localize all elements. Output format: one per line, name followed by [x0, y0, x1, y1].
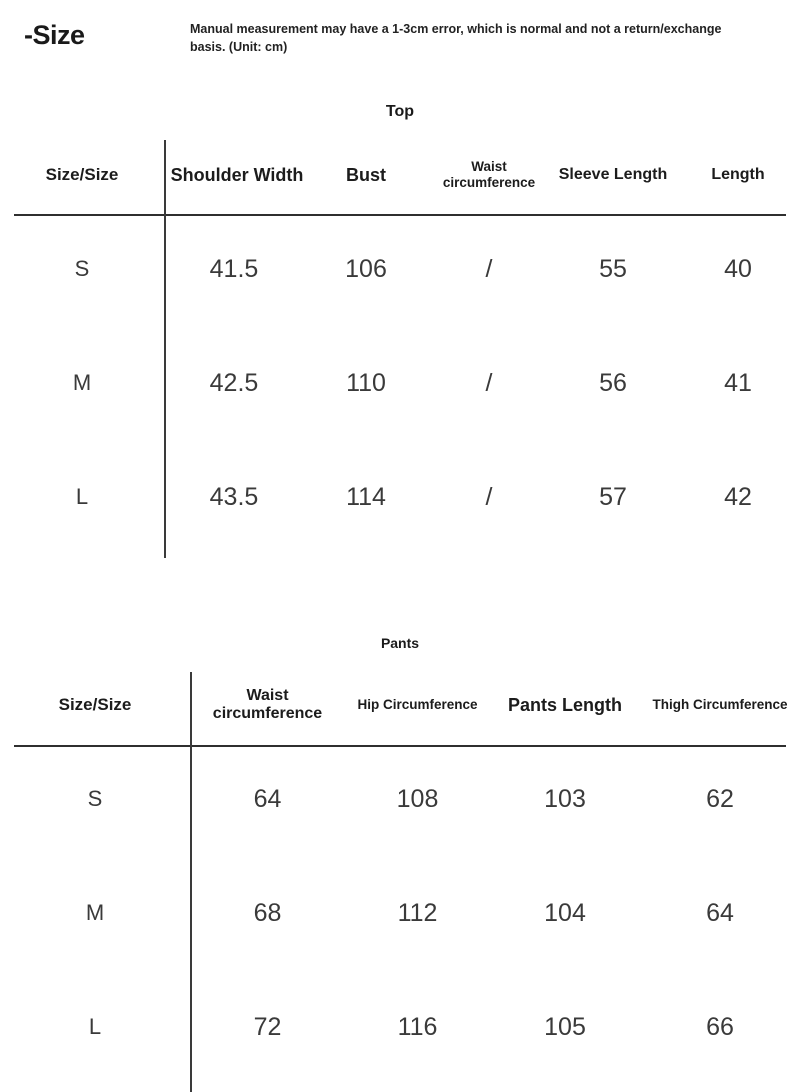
top-size-table: [0, 138, 800, 554]
measurement-disclaimer: Manual measurement may have a 1-3cm error, which is normal and not a return/exchange basis. (Unit: cm): [190, 22, 722, 55]
pants-size-table-grid: [0, 668, 800, 1084]
column-header-pants-length: Pants Length: [507, 694, 622, 715]
cell-shoulder-width: 43.5: [209, 482, 259, 511]
cell-pants-length: 103: [544, 784, 586, 813]
cell-length: 41: [724, 368, 752, 397]
cell-thigh: 66: [706, 1012, 734, 1041]
cell-hip: 116: [397, 1012, 438, 1041]
cell-waist: /: [485, 368, 493, 397]
cell-hip: 108: [396, 784, 439, 813]
table-row: [0, 970, 800, 1084]
page-header: [0, 8, 800, 64]
table-header-row: [0, 668, 800, 742]
cell-shoulder-width: 42.5: [209, 368, 259, 397]
cell-bust: 110: [346, 368, 386, 397]
cell-waist: /: [485, 254, 493, 283]
cell-size: L: [75, 484, 89, 509]
cell-sleeve-length: 57: [599, 482, 627, 511]
pants-table-header-divider: [14, 745, 786, 747]
cell-pants-length: 105: [544, 1012, 586, 1041]
column-header-sleeve-length: Sleeve Length: [558, 165, 668, 183]
pants-size-table: [0, 668, 800, 1084]
table-row: [0, 856, 800, 970]
pants-section-title: Pants: [380, 635, 420, 651]
cell-bust: 114: [346, 482, 386, 511]
cell-length: 40: [724, 254, 752, 283]
cell-size: L: [88, 1014, 102, 1039]
column-header-hip-circumference: Hip Circumference: [357, 697, 478, 713]
cell-hip: 112: [397, 898, 438, 927]
column-header-bust: Bust: [346, 164, 386, 185]
cell-bust: 106: [345, 254, 387, 283]
cell-thigh: 64: [706, 898, 734, 927]
cell-waist: 68: [253, 898, 282, 927]
top-table-vertical-divider: [164, 140, 166, 558]
cell-size: M: [72, 370, 92, 395]
pants-table-vertical-divider: [190, 672, 192, 1092]
table-row: [0, 212, 800, 326]
cell-size: M: [85, 900, 105, 925]
cell-sleeve-length: 56: [599, 368, 627, 397]
cell-sleeve-length: 55: [599, 254, 627, 283]
column-header-waist-circumference: Waist circumference: [212, 686, 323, 722]
table-header-row: [0, 138, 800, 212]
cell-pants-length: 104: [544, 898, 586, 927]
cell-waist: /: [485, 482, 493, 511]
table-row: [0, 326, 800, 440]
page-title: -Size: [24, 20, 85, 50]
column-header-length: Length: [711, 165, 765, 183]
top-section-title: Top: [385, 103, 415, 120]
top-table-header-divider: [14, 214, 786, 216]
column-header-size: Size/Size: [45, 165, 119, 185]
column-header-size: Size/Size: [58, 695, 132, 715]
cell-size: S: [87, 786, 103, 811]
cell-shoulder-width: 41.5: [209, 254, 259, 283]
top-size-table-grid: [0, 138, 800, 554]
column-header-thigh-circumference: Thigh Circumference: [652, 697, 788, 713]
column-header-waist-circumference: Waist circumference: [442, 159, 536, 190]
table-row: [0, 742, 800, 856]
cell-length: 42: [724, 482, 752, 511]
cell-size: S: [74, 256, 90, 281]
cell-thigh: 62: [706, 784, 734, 813]
column-header-shoulder-width: Shoulder Width: [170, 164, 304, 185]
cell-waist: 64: [253, 784, 282, 813]
cell-waist: 72: [253, 1012, 282, 1041]
table-row: [0, 440, 800, 554]
